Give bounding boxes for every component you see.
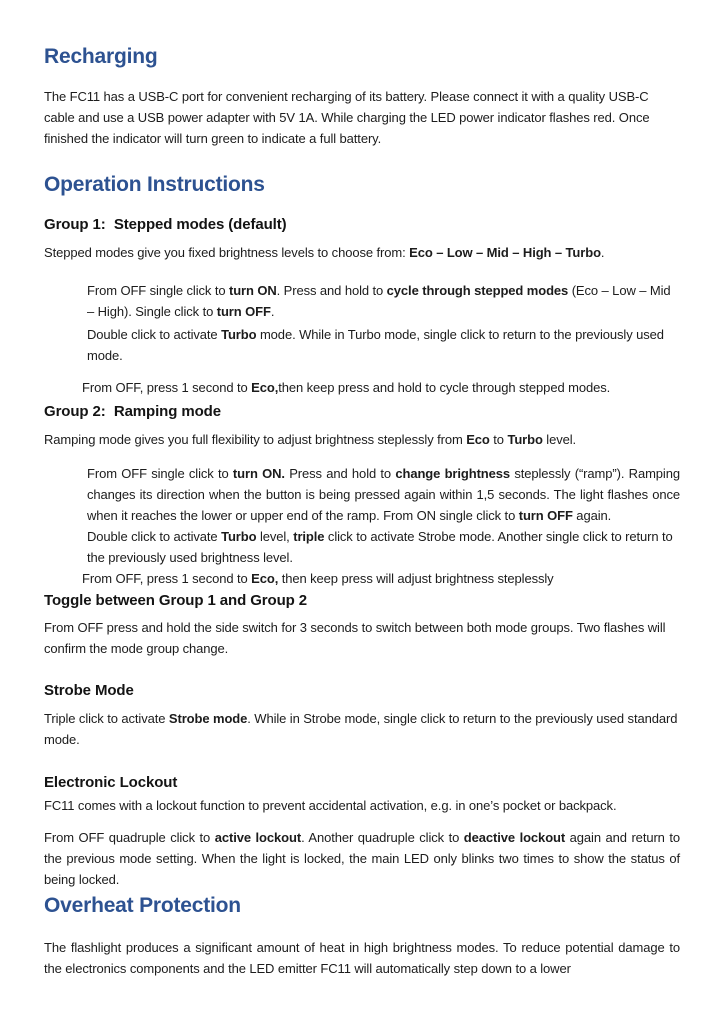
paragraph-group2-intro: Ramping mode gives you full flexibility to adjust brightness steplessly from Eco to Turbo level. [44, 432, 577, 447]
subheading-electronic-lockout: Electronic Lockout [44, 774, 178, 791]
paragraph-strobe-mode: Triple click to activate Strobe mode. While in Strobe mode, single click to return to the previously used standard mode. [44, 711, 678, 747]
subheading-group1: Group 1: Stepped modes (default) [44, 216, 287, 233]
section-heading-operation-instructions: Operation Instructions [44, 173, 265, 196]
paragraph-group2-eco-note: From OFF, press 1 second to Eco, then keep press will adjust brightness steplessly [82, 571, 554, 586]
paragraph-lockout-intro: FC11 comes with a lockout function to prevent accidental activation, e.g. in one’s pocket or backpack. [44, 798, 617, 813]
subheading-strobe-mode: Strobe Mode [44, 682, 134, 699]
paragraph-group2-point1: From OFF single click to turn ON. Press and hold to change brightness steplessly (“ramp”). Ramping changes its direction when the button is being pressed again within 1,5 seconds. The light flashes once when it reaches the lower or upper end of the ramp. From ON single click to turn OFF again. [87, 466, 680, 523]
section-heading-overheat-protection: Overheat Protection [44, 894, 241, 917]
paragraph-group1-intro: Stepped modes give you fixed brightness levels to choose from: Eco – Low – Mid – High – Turbo. [44, 245, 605, 260]
paragraph-recharging: The FC11 has a USB-C port for convenient recharging of its battery. Please connect it with a quality USB-C cable and use a USB power adapter with 5V 1A. While charging the LED power indicator flashes red. Once finished the indicator will turn green to indicate a full battery. [44, 89, 650, 146]
section-heading-recharging: Recharging [44, 45, 158, 68]
paragraph-group1-point2: Double click to activate Turbo mode. While in Turbo mode, single click to return to the previously used mode. [87, 327, 664, 363]
paragraph-group1-eco-note: From OFF, press 1 second to Eco,then keep press and hold to cycle through stepped modes. [82, 380, 611, 395]
subheading-toggle-groups: Toggle between Group 1 and Group 2 [44, 592, 308, 609]
subheading-group2: Group 2: Ramping mode [44, 403, 221, 420]
paragraph-lockout-detail: From OFF quadruple click to active lockout. Another quadruple click to deactive lockout again and return to the previous mode setting. When the light is locked, the main LED only blinks two times to show the status of being locked. [44, 830, 681, 887]
paragraph-toggle-groups: From OFF press and hold the side switch for 3 seconds to switch between both mode groups. Two flashes will confirm the mode group change. [44, 620, 666, 656]
paragraph-group2-point2: Double click to activate Turbo level, triple click to activate Strobe mode. Another single click to return to the previously used brightness level. [87, 529, 673, 565]
paragraph-group1-point1: From OFF single click to turn ON. Press and hold to cycle through stepped modes (Eco – Low – Mid – High). Single click to turn OFF. [87, 283, 671, 319]
paragraph-overheat-protection: The flashlight produces a significant amount of heat in high brightness modes. To reduce potential damage to the electronics components and the LED emitter FC11 will automatically step down to a lower [44, 940, 680, 976]
